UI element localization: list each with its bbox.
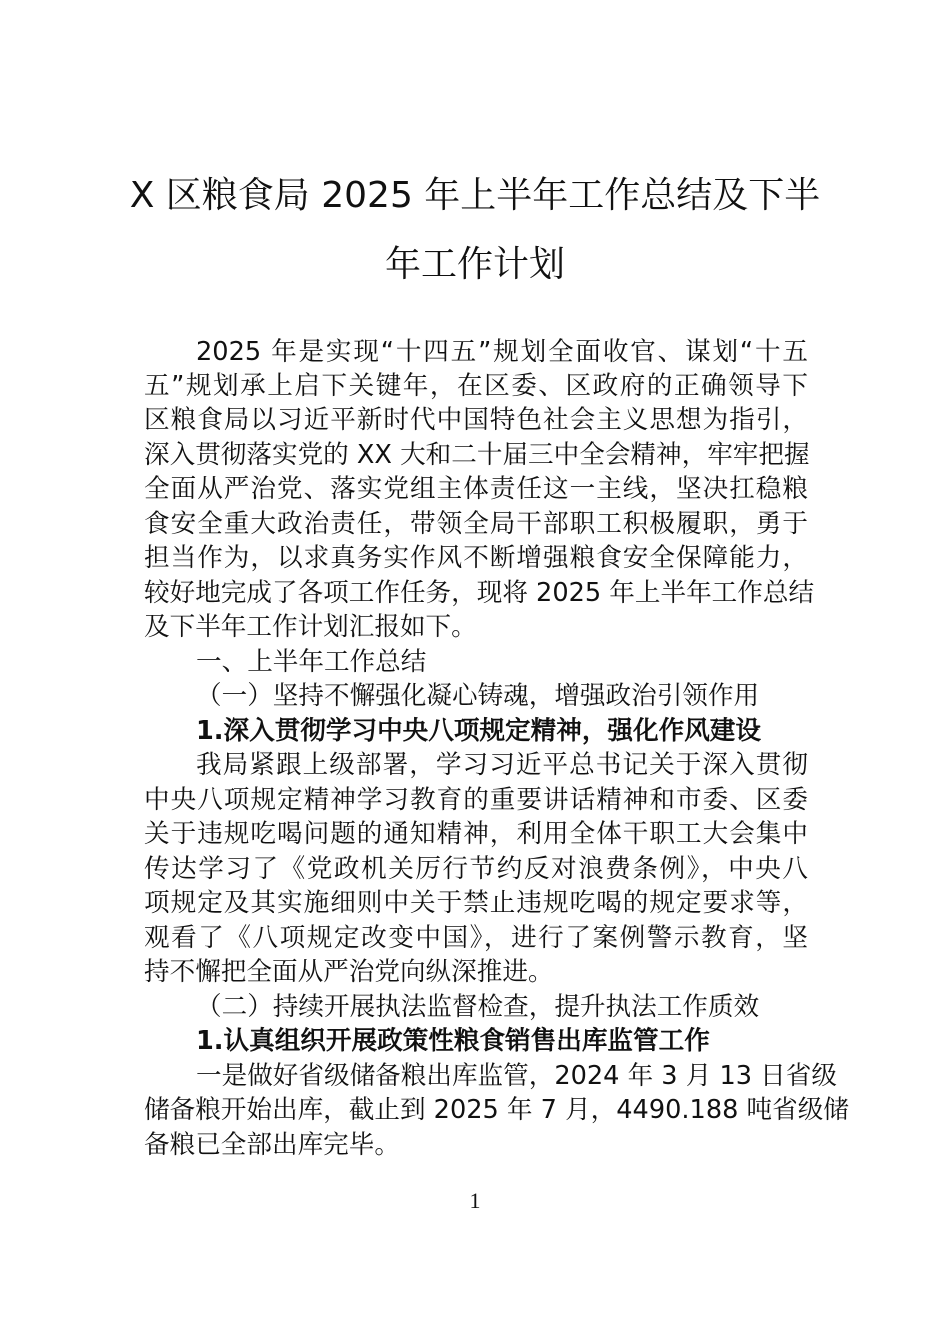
paragraph-line: 全面从严治党、落实党组主体责任这一主线，坚决扛稳粮 [144, 474, 808, 504]
paragraph-line: 我局紧跟上级部署，学习习近平总书记关于深入贯彻 [196, 750, 808, 780]
document-title-line-1: X 区粮食局 2025 年上半年工作总结及下半 [129, 175, 821, 216]
subsection-heading: （二）持续开展执法监督检查，提升执法工作质效 [196, 992, 760, 1022]
paragraph-line: 持不懈把全面从严治党向纵深推进。 [144, 957, 554, 987]
paragraph-line: 观看了《八项规定改变中国》，进行了案例警示教育，坚 [144, 923, 808, 953]
paragraph-line: 一是做好省级储备粮出库监管，2024 年 3 月 13 日省级 [196, 1061, 837, 1091]
paragraph-line: 备粮已全部出库完毕。 [144, 1130, 400, 1160]
paragraph-line: 关于违规吃喝问题的通知精神，利用全体干职工大会集中 [144, 819, 808, 849]
subsection-heading: （一）坚持不懈强化凝心铸魂，增强政治引领作用 [196, 681, 760, 711]
paragraph-line: 中央八项规定精神学习教育的重要讲话精神和市委、区委 [144, 785, 808, 815]
paragraph-line: 食安全重大政治责任，带领全局干部职工积极履职，勇于 [144, 509, 808, 539]
item-heading: 1.深入贯彻学习中央八项规定精神，强化作风建设 [196, 716, 761, 746]
paragraph-line: 较好地完成了各项工作任务，现将 2025 年上半年工作总结 [144, 578, 815, 608]
paragraph-line: 储备粮开始出库，截止到 2025 年 7 月，4490.188 吨省级储 [144, 1095, 849, 1125]
paragraph-line: 区粮食局以习近平新时代中国特色社会主义思想为指引， [144, 405, 808, 435]
section-heading: 一、上半年工作总结 [196, 647, 427, 677]
item-heading: 1.认真组织开展政策性粮食销售出库监管工作 [196, 1026, 710, 1056]
paragraph-line: 及下半年工作计划汇报如下。 [144, 612, 477, 642]
page-number: 1 [469, 1188, 481, 1213]
paragraph-line: 传达学习了《党政机关厉行节约反对浪费条例》，中央八 [144, 854, 808, 884]
paragraph-line: 深入贯彻落实党的 XX 大和二十届三中全会精神，牢牢把握 [144, 440, 810, 470]
document-title-line-2: 年工作计划 [384, 244, 565, 285]
paragraph-line: 项规定及其实施细则中关于禁止违规吃喝的规定要求等， [144, 888, 808, 918]
paragraph-line: 担当作为，以求真务实作风不断增强粮食安全保障能力， [144, 543, 808, 573]
paragraph-line: 2025 年是实现“十四五”规划全面收官、谋划“十五 [196, 337, 808, 367]
paragraph-line: 五”规划承上启下关键年，在区委、区政府的正确领导下 [144, 371, 808, 401]
